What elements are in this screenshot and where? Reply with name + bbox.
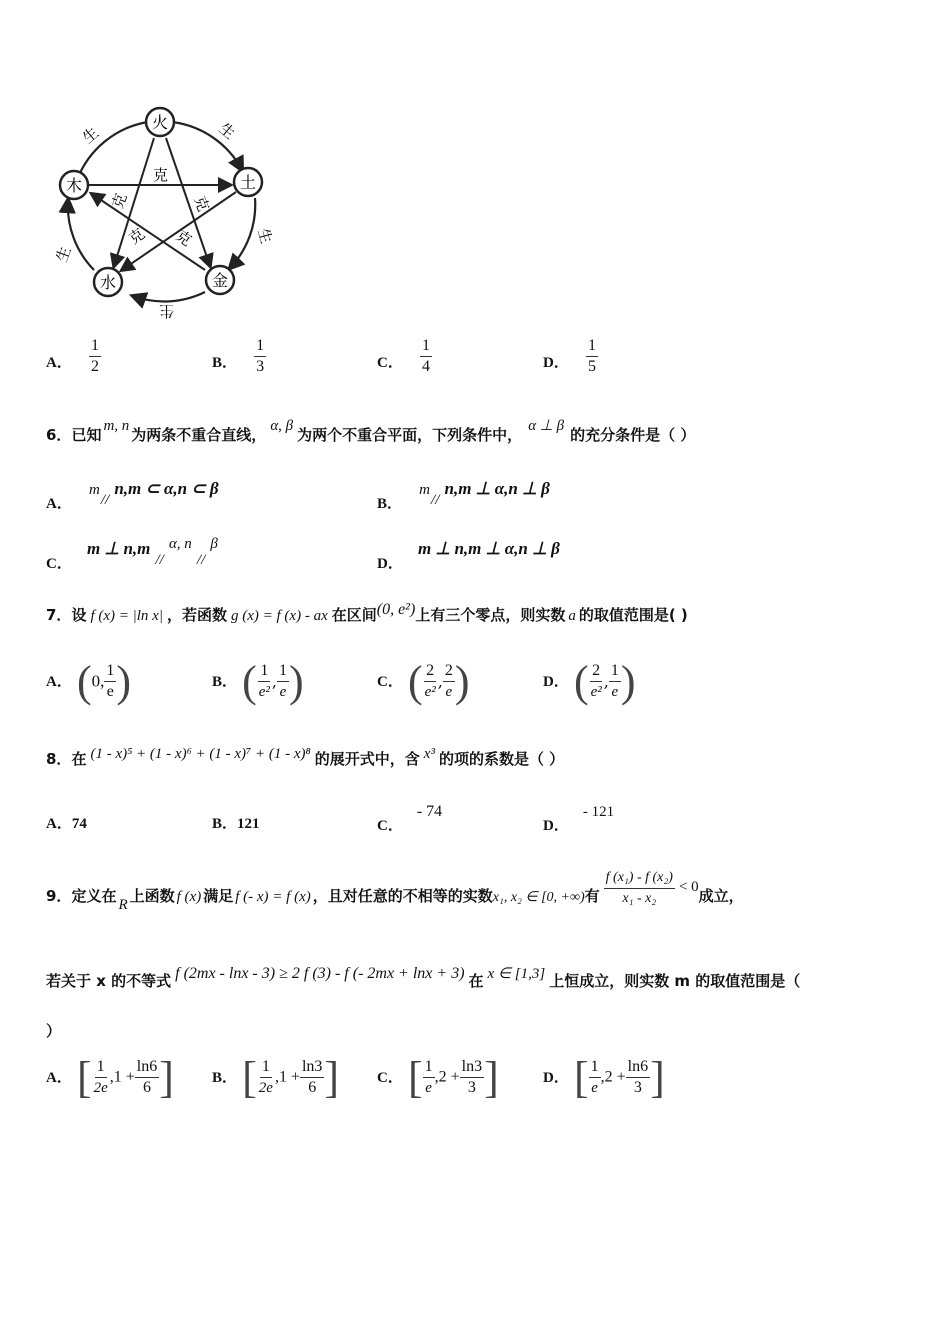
arc-metal-water [133, 292, 205, 301]
label-ke-4: 克 [125, 224, 148, 248]
q6-condition: α ⊥ β [528, 418, 565, 434]
label-sheng-4: 生 [158, 302, 174, 320]
q6-vars-planes: α, β [270, 418, 294, 434]
q9-stem-line1: 9．定义在 R 上函数 f (x) 满足 f (- x) = f (x) ，且对任意的不相等的实数x₁, x₂ ∈ [0, +∞)有 $\frac{\text{f (x₁) - f (x₂)}}{\text{x₁ - x₂}}$ < 0成立， [46, 870, 744, 913]
q5-option-a[interactable]: A． $\frac{1}{2}$ [46, 337, 99, 375]
q5-b-num: 1 [254, 336, 266, 357]
q8-stem: 8．在 (1 - x)⁵ + (1 - x)⁶ + (1 - x)⁷ + (1 - x)⁸ 的展开式中，含 x³ 的项的系数是（ ） [46, 746, 565, 768]
q9-option-c[interactable]: C． [ $\frac{1}{e}$ ,2 + $\frac{\ln 3}{3}$ ] [377, 1053, 499, 1102]
q8-expression: (1 - x)⁵ + (1 - x)⁶ + (1 - x)⁷ + (1 - x)⁸ [90, 746, 311, 762]
q5-d-den: 5 [587, 358, 596, 375]
q7-interval: (0, e²) [376, 601, 416, 618]
q7-f-def: f (x) = |ln x| [90, 608, 163, 624]
q7-stem: 7．设 f (x) = |ln x| ，若函数 g (x) = f (x) - ax 在区间(0, e²)上有三个零点，则实数 a 的取值范围是( ) [46, 601, 688, 624]
five-elements-diagram [50, 100, 290, 330]
q5-option-b[interactable]: B． $\frac{1}{3}$ [212, 337, 265, 375]
q5-b-den: 3 [256, 358, 265, 375]
label-ke-2: 克 [108, 190, 131, 212]
q9-option-a[interactable]: A． [ $\frac{1}{2e}$ ,1 + $\frac{\ln 6}{6}$ ] [46, 1053, 174, 1102]
label-ke-1: 克 [153, 166, 169, 184]
label-sheng-3: 生 [254, 226, 276, 246]
label-ke-5: 克 [172, 226, 196, 250]
q6-option-a[interactable]: A． m // n,m ⊂ α,n ⊂ β [46, 479, 219, 512]
q7-g-def: g (x) = f (x) - ax [230, 608, 328, 624]
label-sheng-5: 生 [52, 244, 75, 265]
q5-d-num: 1 [586, 336, 598, 357]
q5-option-c[interactable]: C． $\frac{1}{4}$ [377, 337, 430, 375]
q5-a-num: 1 [89, 336, 101, 357]
node-metal: 金 [211, 271, 229, 290]
q5-c-den: 4 [421, 358, 430, 375]
q6-option-d[interactable]: D． m ⊥ n,m ⊥ α,n ⊥ β [377, 539, 560, 572]
q8-option-a[interactable]: A．74 [46, 816, 87, 832]
q8-option-b[interactable]: B．121 [212, 816, 260, 832]
q6-option-b[interactable]: B． m // n,m ⊥ α,n ⊥ β [377, 479, 550, 512]
q9-stem-line3: ） [46, 1022, 62, 1040]
q7-option-b[interactable]: B． ( $\frac{1}{\text{e²}}$ , $\frac{1}{e}$ ) [212, 657, 304, 706]
q9-stem-line2: 若关于 x 的不等式 f (2mx - lnx - 3) ≥ 2 f (3) - f (- 2mx + lnx + 3) 在 x ∈ [1,3] 上恒成立，则实数 m 的取值范围是（ [46, 965, 801, 990]
q5-a-den: 2 [90, 358, 99, 375]
q9-option-b[interactable]: B． [ $\frac{1}{2e}$ ,1 + $\frac{\ln 3}{6}$ ] [212, 1053, 340, 1102]
q6-vars-lines: m, n [103, 418, 130, 434]
arc-earth-metal [230, 198, 255, 268]
q7-option-a[interactable]: A． (0, $\frac{1}{e}$ ) [46, 657, 131, 706]
node-earth: 土 [239, 173, 257, 192]
q8-option-c[interactable]: C．- 74 [377, 803, 443, 834]
arc-water-wood [68, 200, 94, 270]
label-ke-3: 克 [190, 193, 213, 214]
q8-option-d[interactable]: D．- 121 [543, 804, 615, 834]
node-water: 水 [99, 273, 117, 292]
q7-option-d[interactable]: D． ( $\frac{2}{\text{e²}}$ , $\frac{1}{e}$ ) [543, 657, 636, 706]
q7-option-c[interactable]: C． ( $\frac{2}{\text{e²}}$ , $\frac{2}{e}$ ) [377, 657, 470, 706]
q6-option-c[interactable]: C． m ⊥ n,m // α, n // β [46, 536, 218, 572]
q6-stem: 6．已知 m, n 为两条不重合直线， α, β 为两个不重合平面，下列条件中， α ⊥ β 的充分条件是（ ） [46, 418, 696, 444]
q5-c-num: 1 [420, 336, 432, 357]
q9-inequality: f (2mx - lnx - 3) ≥ 2 f (3) - f (- 2mx + lnx + 3) [175, 965, 465, 982]
node-wood: 木 [65, 176, 83, 195]
label-sheng-2: 生 [215, 119, 239, 143]
label-sheng-1: 生 [79, 123, 103, 148]
q9-option-d[interactable]: D． [ $\frac{1}{e}$ ,2 + $\frac{\ln 6}{3}$ ] [543, 1053, 665, 1102]
node-fire: 火 [151, 113, 169, 132]
q5-option-d[interactable]: D． $\frac{1}{5}$ [543, 337, 596, 375]
